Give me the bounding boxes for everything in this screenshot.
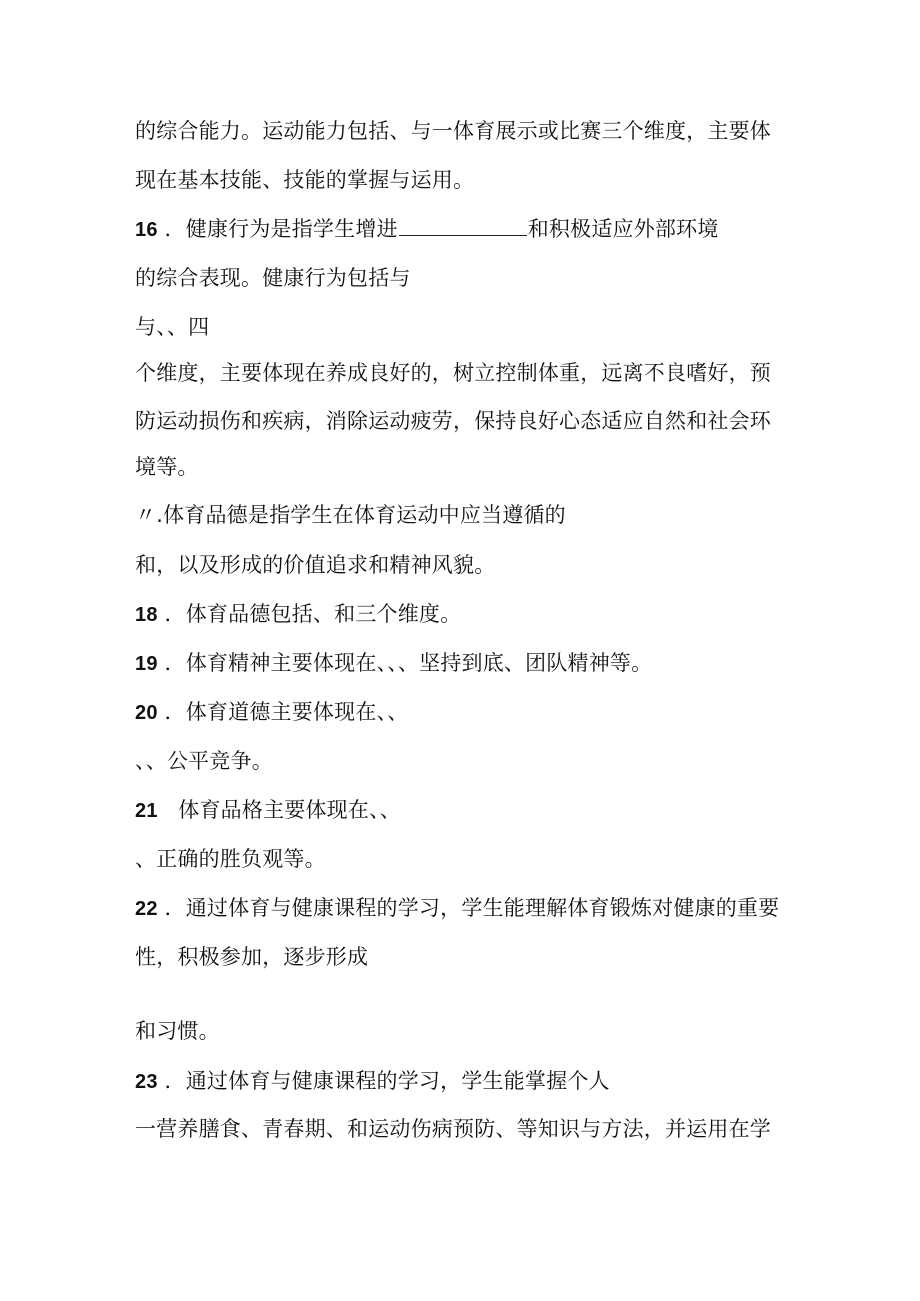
question-number: 16 — [135, 219, 158, 241]
question-17 — [135, 500, 795, 530]
line-text: ．体育道德主要体现在、、 — [157, 700, 409, 724]
line-text: ．体育品德包括、和三个维度。 — [157, 602, 462, 626]
line-text: 与、、四 — [135, 315, 210, 339]
line-text: 现在基本技能、技能的掌握与运用。 — [135, 168, 475, 192]
question-23 — [135, 1066, 795, 1096]
question-20 — [135, 697, 795, 727]
text-line — [135, 406, 795, 436]
line-text: ．通过体育与健康课程的学习，学生能理解体育锻炼对健康的重要 — [157, 896, 780, 920]
question-22 — [135, 893, 795, 923]
question-number: 20 — [135, 702, 158, 724]
question-number: 18 — [135, 604, 158, 626]
line-text: 、正确的胜负观等。 — [135, 847, 326, 871]
question-number: 23 — [135, 1071, 158, 1093]
line-text: ．通过体育与健康课程的学习，学生能掌握个人 — [157, 1069, 610, 1093]
text-line — [135, 116, 795, 146]
text-line — [135, 1016, 795, 1046]
question-number: 22 — [135, 898, 158, 920]
text-line — [135, 942, 795, 972]
text-line — [135, 165, 795, 195]
line-text: 一营养膳食、青春期、和运动伤病预防、等知识与方法，并运用在学 — [135, 1117, 771, 1141]
question-16 — [135, 214, 795, 244]
line-text: 体育品格主要体现在、、 — [157, 798, 401, 822]
text-line — [135, 746, 795, 776]
text-line — [135, 312, 795, 342]
text-line — [135, 452, 795, 482]
question-number: 21 — [135, 800, 158, 822]
text-line — [135, 358, 795, 388]
line-text: 性，积极参加，逐步形成 — [135, 945, 369, 969]
line-text: 防运动损伤和疾病，消除运动疲劳，保持良好心态适应自然和社会环 — [135, 409, 771, 433]
question-19 — [135, 648, 795, 678]
line-text: 和习惯。 — [135, 1019, 220, 1043]
line-text: ．体育精神主要体现在、、、坚持到底、团队精神等。 — [157, 651, 653, 675]
line-text: 境等。 — [135, 455, 199, 479]
text-line — [135, 844, 795, 874]
question-21 — [135, 795, 795, 825]
line-text: 、、公平竞争。 — [135, 749, 273, 773]
line-text: 和积极适应外部环境 — [527, 217, 719, 241]
question-number: 19 — [135, 653, 158, 675]
line-text: ．健康行为是指学生增进 — [157, 217, 398, 241]
fill-in-blank[interactable] — [399, 217, 527, 236]
line-text: 个维度，主要体现在养成良好的，树立控制体重，远离不良嗜好，预 — [135, 361, 771, 385]
line-text: 的综合表现。健康行为包括与 — [135, 266, 411, 290]
text-line — [135, 263, 795, 293]
line-text: 〃.体育品德是指学生在体育运动中应当遵循的 — [135, 503, 566, 527]
text-line — [135, 550, 795, 580]
line-text: 的综合能力。运动能力包括、与一体育展示或比赛三个维度，主要体 — [135, 119, 771, 143]
text-line — [135, 1114, 795, 1144]
question-18 — [135, 599, 795, 629]
line-text: 和，以及形成的价值追求和精神风貌。 — [135, 553, 496, 577]
